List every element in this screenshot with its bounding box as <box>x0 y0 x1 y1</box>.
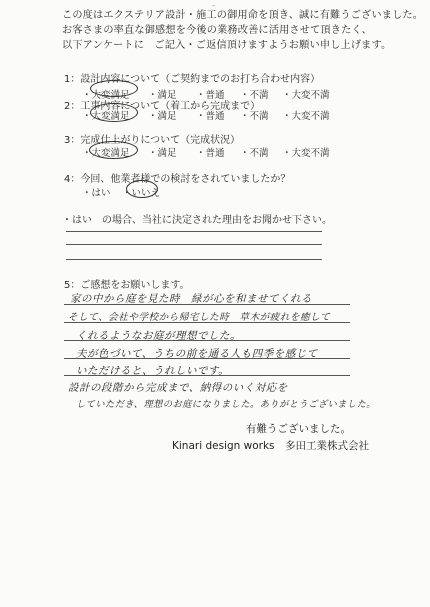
q1-option-dissatisfied[interactable]: ・不満 <box>240 90 269 101</box>
handwritten-comment-6: 設計の段階から完成まで、納得のいく対応を <box>68 382 288 394</box>
q2-option-very-satisfied[interactable]: ・大変満足 <box>82 111 130 122</box>
q3-option-dissatisfied[interactable]: ・不満 <box>240 148 269 159</box>
reason-line-3 <box>66 259 322 260</box>
question-2-title: 2：工事内容について（着工から完成まで） <box>64 101 261 112</box>
handwritten-comment-7: していただき、理想のお庭になりました。ありがとうございました。 <box>76 399 376 410</box>
reason-line-1 <box>66 231 322 232</box>
reason-prompt: ・はい の場合、当社に決定された理由をお聞かせ下さい。 <box>62 215 332 226</box>
company-name: Kinari design works 多田工業株式会社 <box>172 440 370 452</box>
question-1-title: 1：設計内容について（ご契約までのお打ち合わせ内容） <box>64 74 321 85</box>
question-4-title: 4：今回、他業者様での検討をされていましたか？ <box>64 174 291 185</box>
reason-line-2 <box>66 244 322 245</box>
q2-option-satisfied[interactable]: ・満足 <box>148 111 177 122</box>
q3-option-very-dissatisfied[interactable]: ・大変不満 <box>282 148 330 159</box>
q1-option-very-dissatisfied[interactable]: ・大変不満 <box>282 90 330 101</box>
q3-option-satisfied[interactable]: ・満足 <box>148 148 177 159</box>
scan-mark: - <box>212 1 216 11</box>
q3-option-normal[interactable]: ・普通 <box>196 148 225 159</box>
q4-option-yes[interactable]: ・はい <box>82 188 111 199</box>
intro-line-3: 以下アンケートに ご記入・ご返信頂けますようお願い申し上げます。 <box>62 40 392 51</box>
handwritten-comment-1: 家の中から庭を見た時 緑が心を和ませてくれる <box>70 293 312 305</box>
q4-option-no[interactable]: ・いいえ <box>122 188 161 199</box>
q3-option-very-satisfied[interactable]: ・大変満足 <box>82 148 130 159</box>
handwritten-comment-4: 夫が色づいて、うちの前を通る人も四季を感じて <box>76 348 318 360</box>
q2-answer-circle <box>90 103 138 122</box>
q1-answer-circle <box>90 80 138 97</box>
q2-option-dissatisfied[interactable]: ・不満 <box>240 111 269 122</box>
handwritten-comment-3: くれるようなお庭が理想でした。 <box>76 330 241 342</box>
q4-answer-circle <box>126 180 158 198</box>
q1-option-normal[interactable]: ・普通 <box>196 90 225 101</box>
thanks-text: 有難うございました。 <box>246 423 351 435</box>
q1-option-satisfied[interactable]: ・満足 <box>148 90 177 101</box>
q3-answer-circle <box>89 141 138 159</box>
question-5-title: 5：ご感想をお願いします。 <box>64 280 190 291</box>
handwritten-comment-5: いただけると、うれしいです。 <box>76 365 230 377</box>
q1-option-very-satisfied[interactable]: ・大変満足 <box>82 90 130 101</box>
q2-option-normal[interactable]: ・普通 <box>196 111 225 122</box>
intro-line-1: この度はエクステリア設計・施工の御用命を頂き、誠に有難うございました。 <box>62 10 424 21</box>
q2-option-very-dissatisfied[interactable]: ・大変不満 <box>282 111 330 122</box>
handwritten-comment-2: そして、会社や学校から帰宅した時 草木が疲れを癒して <box>68 312 331 323</box>
intro-line-2: お客さまの率直な御感想を今後の業務改善に活用させて頂きたく、 <box>62 25 372 36</box>
question-3-title: 3：完成仕上がりについて（完成状況） <box>64 135 241 146</box>
